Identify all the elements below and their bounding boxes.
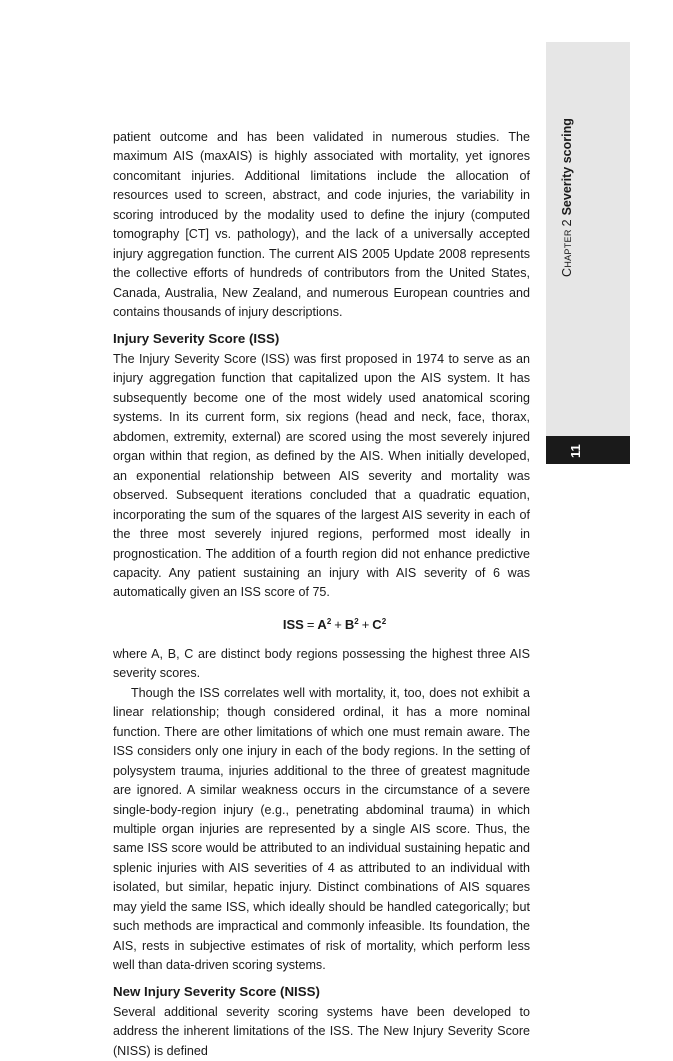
chapter-sidebar bbox=[546, 42, 630, 463]
page-body bbox=[113, 128, 530, 1061]
heading-niss: New Injury Severity Score (NISS) bbox=[113, 983, 320, 999]
chapter-number: 2 bbox=[560, 219, 574, 227]
paragraph-ais-continued: patient outcome and has been validated in numerous studies. The maximum AIS (maxAIS) is highly associated with mortality, yet ignores concomitant injuries. Additional limitations include the allocation of resources used to screen, abstract, and code injuries, the variability in scoring introduced by the modality used to define the injury (computed tomography [CT] vs. pathology), and the lack of a universally accepted injury aggregation function. The current AIS 2005 Update 2008 represents the collective efforts of hundreds of contributors from the United States, Canada, Australia, New Zealand, and numerous European countries and contains thousands of injury descriptions. bbox=[113, 130, 530, 320]
page-number: 11 bbox=[568, 444, 583, 458]
equation-equals: = bbox=[306, 616, 315, 632]
equation-term-b: B bbox=[344, 616, 355, 632]
paragraph-iss-limitations: Though the ISS correlates well with mortality, it, too, does not exhibit a linear relationship; though considered ordinal, it has a more nominal function. There are other limitations of which one must remain aware. The ISS considers only one injury in each of the body regions. In the setting of polysystem trauma, injuries additional to the three of greatest magnitude are ignored. A similar weakness occurs in the circumstance of a severe single-body-region injury (e.g., penetrating abdominal trauma) in which multiple organ injuries are represented by a single AIS score. Thus, the same ISS score would be attributed to an individual sustaining hepatic and splenic injuries with AIS severities of 4 as attributed to an individual with isolated, but similar, hepatic injury. Distinct combinations of AIS squares may yield the same ISS, which ideally should be handled categorically; but such methods are impractical and commonly infeasible. Its foundation, the AIS, rests in subjective estimates of risk of mortality, which perform less well than data-driven scoring systems. bbox=[113, 685, 530, 973]
equation-term-c: C bbox=[372, 616, 382, 632]
heading-iss: Injury Severity Score (ISS) bbox=[113, 330, 280, 346]
equation-exponent-b: 2 bbox=[354, 616, 359, 626]
chapter-title: Severity scoring bbox=[560, 118, 574, 216]
paragraph-iss-intro: The Injury Severity Score (ISS) was first proposed in 1974 to serve as an injury aggregation function that capitalized upon the AIS system. It has subsequently become one of the most widely used anatomical scoring systems. In its current form, six regions (head and neck, face, thorax, abdomen, extremity, external) are scored using the most severely injured organ within that region, as defined by the AIS. When initially developed, an exponential relationship between AIS severity and mortality was observed. Subsequent iterations concluded that a quadratic equation, incorporating the sum of the squares of the largest AIS severity in each of the three most severely injured regions, performed most ideally in prognostication. The addition of a fourth region did not enhance predictive capacity. Any patient sustaining an injury with AIS severity of 6 was automatically given an ISS score of 75. bbox=[113, 351, 530, 600]
iss-equation bbox=[113, 615, 530, 635]
chapter-label bbox=[560, 118, 574, 277]
paragraph-niss-intro: Several additional severity scoring systems have been developed to address the inherent limitations of the ISS. The New Injury Severity Score (NISS) is defined bbox=[113, 1005, 530, 1058]
equation-exponent-c: 2 bbox=[381, 616, 387, 626]
equation-lhs: ISS bbox=[282, 616, 304, 632]
equation-exponent-a: 2 bbox=[326, 616, 332, 626]
equation-term-a: A bbox=[317, 616, 327, 632]
equation-plus-2: + bbox=[361, 616, 370, 632]
paragraph-equation-explanation: where A, B, C are distinct body regions possessing the highest three AIS severity scores. bbox=[113, 646, 530, 681]
equation-plus-1: + bbox=[334, 616, 342, 632]
page-number-tab bbox=[546, 436, 630, 464]
chapter-word: Chapter bbox=[560, 229, 574, 277]
